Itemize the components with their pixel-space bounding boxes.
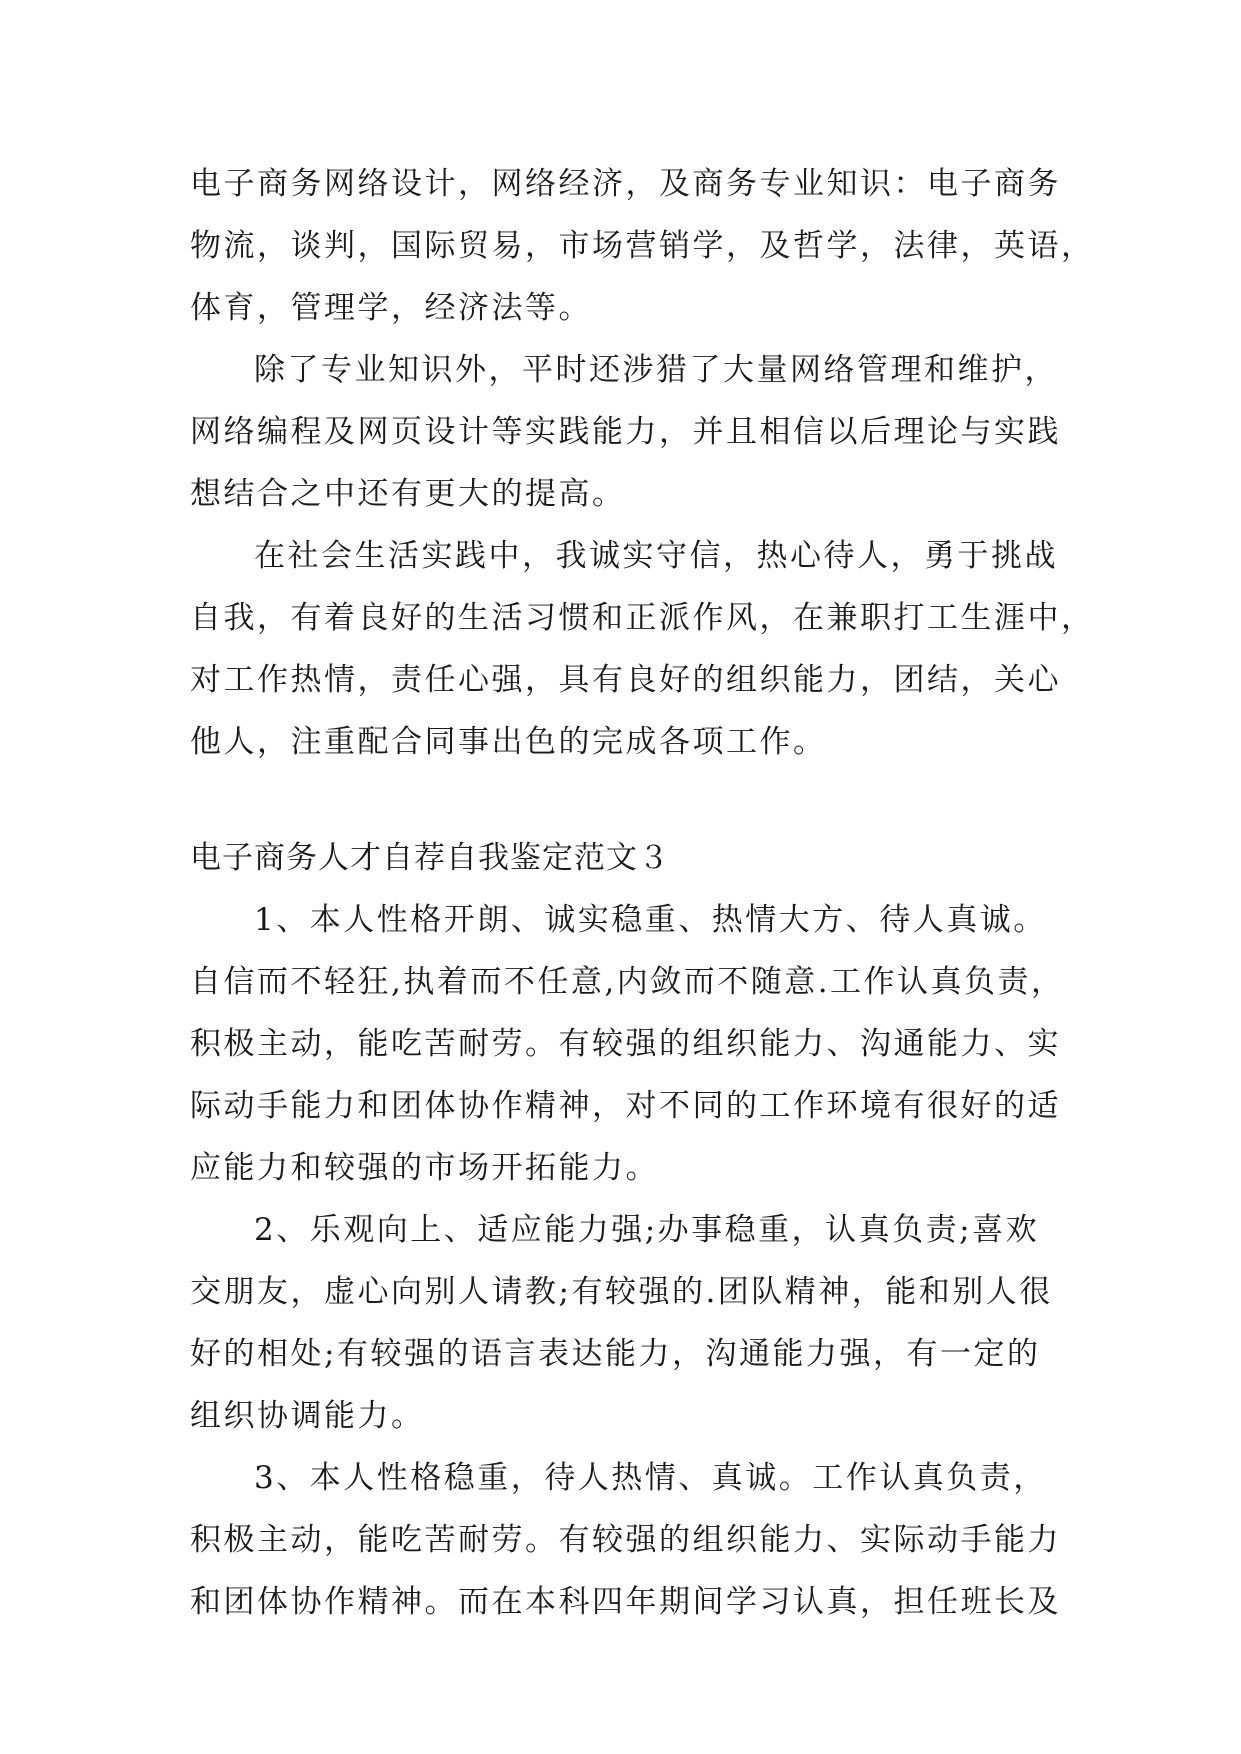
text-line: 自我，有着良好的生活习惯和正派作风，在兼职打工生涯中，: [190, 600, 1095, 636]
paragraph-item-3: [190, 1456, 1061, 1642]
paragraph-education: [190, 162, 1095, 348]
text-line: 交朋友，虚心向别人请教;有较强的.团队精神，能和别人很: [190, 1274, 1053, 1310]
text-line: 他人，注重配合同事出色的完成各项工作。: [190, 724, 827, 760]
paragraph-item-2: [190, 1208, 1053, 1456]
text-line: 积极主动，能吃苦耐劳。有较强的组织能力、实际动手能力: [190, 1522, 1061, 1558]
text-line: 积极主动，能吃苦耐劳。有较强的组织能力、沟通能力、实: [190, 1026, 1061, 1062]
text-line: 2、乐观向上、适应能力强;办事稳重，认真负责;喜欢: [254, 1212, 1040, 1248]
text-line: 电子商务网络设计，网络经济，及商务专业知识：电子商务: [190, 166, 1061, 202]
text-line: 除了专业知识外，平时还涉猎了大量网络管理和维护，: [254, 352, 1058, 388]
text-line: 物流，谈判，国际贸易，市场营销学，及哲学，法律，英语，: [190, 228, 1095, 264]
section-title: 电子商务人才自荐自我鉴定范文３: [190, 840, 670, 876]
section-spacer: [190, 782, 1050, 836]
text-line: 3、本人性格稳重，待人热情、真诚。工作认真负责，: [254, 1460, 1047, 1496]
text-line: 在社会生活实践中，我诚实守信，热心待人，勇于挑战: [254, 538, 1058, 574]
paragraph-item-1: [190, 898, 1065, 1208]
document-page: [190, 162, 1095, 1642]
text-line: 际动手能力和团体协作精神，对不同的工作环境有很好的适: [190, 1088, 1061, 1124]
text-line: 自信而不轻狂,执着而不任意,内敛而不随意.工作认真负责，: [190, 964, 1065, 1000]
text-line: 和团体协作精神。而在本科四年期间学习认真，担任班长及: [190, 1584, 1061, 1620]
text-line: 1、本人性格开朗、诚实稳重、热情大方、待人真诚。: [254, 902, 1047, 938]
paragraph-practice-skills: [190, 348, 1061, 534]
text-line: 对工作热情，责任心强，具有良好的组织能力，团结，关心: [190, 662, 1061, 698]
text-line: 网络编程及网页设计等实践能力，并且相信以后理论与实践: [190, 414, 1061, 450]
text-line: 想结合之中还有更大的提高。: [190, 476, 626, 512]
paragraph-social-practice: [190, 534, 1095, 782]
text-line: 应能力和较强的市场开拓能力。: [190, 1150, 659, 1186]
text-line: 体育，管理学，经济法等。: [190, 290, 592, 326]
text-line: 好的相处;有较强的语言表达能力，沟通能力强，有一定的: [190, 1336, 1041, 1372]
text-line: 组织协调能力。: [190, 1398, 425, 1434]
